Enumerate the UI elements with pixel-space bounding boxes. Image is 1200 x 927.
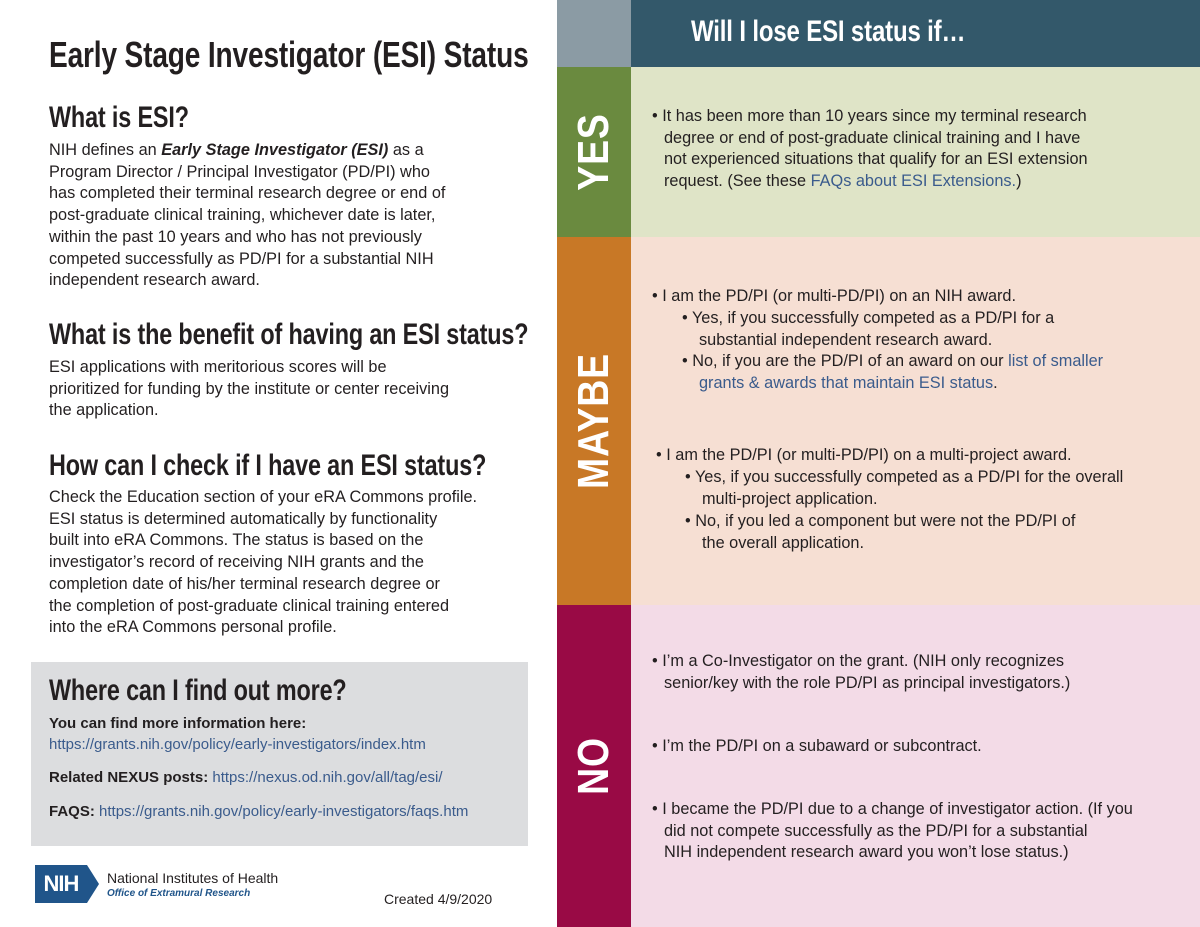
maybe-bullet-2: • I am the PD/PI (or multi-PD/PI) on a multi-project award. — [656, 446, 1072, 464]
yes-label: YES — [569, 113, 618, 191]
yes-bullet-line: request. (See these FAQs about ESI Extensions.) — [664, 172, 1022, 191]
nexus-link[interactable]: https://nexus.od.nih.gov/all/tag/esi/ — [212, 769, 443, 786]
right-header-title: Will I lose ESI status if… — [691, 15, 966, 48]
find-out-more-heading: Where can I find out more? — [49, 674, 347, 707]
left-panel — [0, 0, 557, 927]
no-bullet-1: • I’m a Co-Investigator on the grant. (NIH only recognizes senior/key with the role PD/PI as principal investigators.) — [652, 652, 1071, 692]
what-is-esi-line: competed successfully as PD/PI for a substantial NIH — [49, 249, 434, 268]
yes-tab — [557, 67, 631, 237]
created-date: Created 4/9/2020 — [384, 891, 493, 907]
no-bullet-3: • I became the PD/PI due to a change of investigator action. (If you did not compete successfully as the PD/PI for a substantial NIH independent research award you won’t lose status.) — [652, 800, 1133, 862]
what-is-esi-line: has completed their terminal research degree or end of — [49, 184, 446, 203]
header-corner — [557, 0, 631, 67]
nih-chevron-icon — [87, 865, 99, 903]
benefit-line: the application. — [49, 401, 159, 420]
yes-bullet — [652, 106, 1088, 193]
maybe-sub-bullet-1b: • No, if you are the PD/PI of an award on our list of smaller grants & awards that maintain ESI status. — [682, 352, 1104, 392]
smaller-grants-link-cont[interactable]: grants & awards that maintain ESI status — [699, 373, 994, 392]
no-bullet-2: • I’m the PD/PI on a subaward or subcontract. — [652, 737, 982, 755]
nih-name: National Institutes of Health — [107, 869, 279, 886]
nexus-line — [49, 769, 443, 786]
what-is-esi-line: independent research award. — [49, 271, 260, 290]
faqs-link[interactable]: https://grants.nih.gov/policy/early-investigators/faqs.htm — [99, 803, 469, 820]
maybe-label: MAYBE — [569, 353, 618, 489]
check-line: completion date of his/her terminal research degree or — [49, 574, 440, 593]
esi-extensions-faq-link[interactable]: FAQs about ESI Extensions. — [810, 172, 1017, 191]
check-line: investigator’s record of receiving NIH grants and the — [49, 553, 424, 572]
info-link[interactable]: https://grants.nih.gov/policy/early-investigators/index.htm — [49, 736, 426, 753]
find-out-more-box — [31, 662, 528, 846]
nih-logo-mark: NIH — [35, 865, 87, 903]
check-line: Check the Education section of your eRA Commons profile. — [49, 488, 478, 506]
smaller-grants-link[interactable]: list of smaller — [1008, 352, 1104, 370]
check-text — [49, 487, 477, 639]
right-panel — [557, 0, 1200, 927]
maybe-band — [631, 237, 1200, 605]
yes-bullet-line: • It has been more than 10 years since my terminal research — [652, 107, 1087, 125]
nih-office: Office of Extramural Research — [107, 887, 251, 899]
yes-bullet-line: degree or end of post-graduate clinical training and I have — [664, 128, 1081, 147]
what-is-esi-line: NIH defines an Early Stage Investigator (ESI) as a — [49, 141, 424, 159]
benefit-heading: What is the benefit of having an ESI status? — [49, 318, 529, 351]
benefit-line: ESI applications with meritorious scores will be — [49, 358, 387, 376]
check-line: the completion of post-graduate clinical training entered — [49, 596, 450, 615]
faqs-line — [49, 803, 468, 820]
what-is-esi-line: Program Director / Principal Investigator (PD/PI) who — [49, 162, 430, 181]
yes-bullet-line: not experienced situations that qualify for an ESI extension — [664, 150, 1088, 169]
benefit-text — [49, 357, 449, 422]
nih-logo-text — [107, 870, 278, 899]
what-is-esi-text — [49, 140, 445, 292]
maybe-sub-bullet-2a: • Yes, if you successfully competed as a PD/PI for the overall multi-project application. — [685, 468, 1124, 508]
faqs-label: FAQS: — [49, 803, 95, 820]
maybe-bullet-1: • I am the PD/PI (or multi-PD/PI) on an NIH award. — [652, 287, 1017, 305]
nih-logo — [35, 865, 278, 903]
maybe-sub-bullet-2b: • No, if you led a component but were not the PD/PI of the overall application. — [685, 512, 1076, 552]
check-line: into the eRA Commons personal profile. — [49, 618, 337, 637]
check-heading: How can I check if I have an ESI status? — [49, 449, 487, 482]
what-is-esi-line: post-graduate clinical training, whichever date is later, — [49, 206, 436, 225]
what-is-esi-heading: What is ESI? — [49, 101, 189, 134]
what-is-esi-line: within the past 10 years and who has not previously — [49, 227, 422, 246]
maybe-sub-bullet-1a: • Yes, if you successfully competed as a PD/PI for a substantial independent research award. — [682, 309, 1055, 349]
no-tab — [557, 605, 631, 927]
nexus-label: Related NEXUS posts: — [49, 769, 209, 786]
right-header — [631, 0, 1200, 67]
check-line: ESI status is determined automatically by functionality — [49, 509, 438, 528]
maybe-tab — [557, 237, 631, 605]
no-band — [631, 605, 1200, 927]
esi-term: Early Stage Investigator (ESI) — [161, 141, 389, 159]
check-line: built into eRA Commons. The status is based on the — [49, 531, 424, 550]
page-title: Early Stage Investigator (ESI) Status — [49, 34, 529, 75]
no-label: NO — [569, 737, 618, 795]
yes-band — [631, 67, 1200, 237]
info-label: You can find more information here: — [49, 715, 307, 732]
benefit-line: prioritized for funding by the institute or center receiving — [49, 379, 450, 398]
